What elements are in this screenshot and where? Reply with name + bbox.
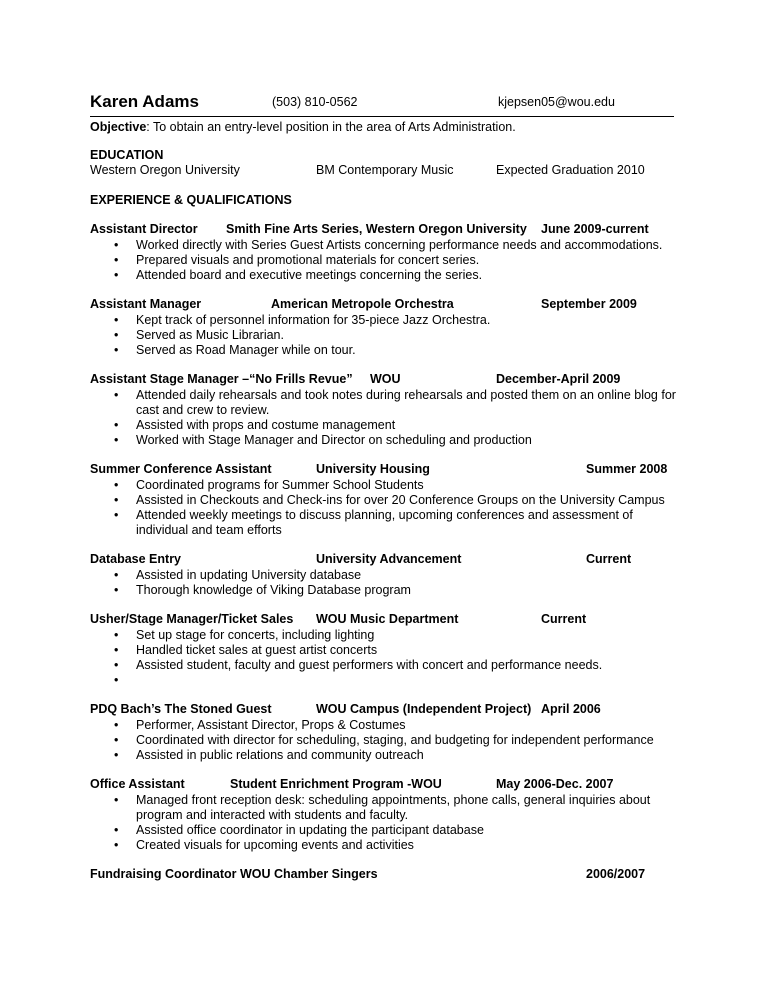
duty-item: • Coordinated with director for scheduling, staging, and budgeting for independent performance [90,733,682,748]
education-degree: BM Contemporary Music [316,163,454,177]
duty-item: • Worked with Stage Manager and Director on scheduling and production [90,433,682,448]
objective-label: Objective [90,120,147,134]
duty-item: • Worked directly with Series Guest Artists concerning performance needs and accommodations. [90,238,682,253]
job-header [90,222,682,238]
email-address: kjepsen05@wou.edu [498,95,615,109]
job-duties [90,478,682,538]
duty-item: • Assisted student, faculty and guest performers with concert and performance needs. [90,658,682,673]
job-entry [90,702,682,763]
job-entry [90,552,682,598]
duty-item: • Attended daily rehearsals and took notes during rehearsals and posted them on an online blog for cast and crew to review. [90,388,682,418]
job-date: 2006/2007 [586,867,646,881]
job-entry [90,867,682,883]
job-organization: University Housing [316,462,430,476]
job-organization: WOU Campus (Independent Project) [316,702,532,716]
job-entry [90,222,682,283]
duty-item: • Served as Road Manager while on tour. [90,343,682,358]
education-row [90,163,682,179]
job-entry [90,612,682,688]
objective-line [90,120,682,136]
job-duties [90,313,682,358]
job-entry [90,297,682,358]
job-header [90,702,682,718]
job-duties [90,628,682,688]
job-date: December-April 2009 [496,372,621,386]
duty-item: • Handled ticket sales at guest artist concerts [90,643,682,658]
job-title: PDQ Bach’s The Stoned Guest [90,702,272,716]
job-organization: University Advancement [316,552,462,566]
header-divider [90,116,674,117]
duty-item: • Assisted in updating University database [90,568,682,583]
duty-item [90,673,682,688]
duty-item: • Kept track of personnel information for 35-piece Jazz Orchestra. [90,313,682,328]
job-duties [90,238,682,283]
duty-item: • Performer, Assistant Director, Props & Costumes [90,718,682,733]
job-date: May 2006-Dec. 2007 [496,777,614,791]
education-graduation: Expected Graduation 2010 [496,163,645,177]
job-header [90,612,682,628]
job-organization: American Metropole Orchestra [271,297,454,311]
education-heading: EDUCATION [90,148,164,162]
job-title: Assistant Stage Manager –“No Frills Revue” [90,372,353,386]
duty-item: • Assisted in public relations and community outreach [90,748,682,763]
duty-item: • Coordinated programs for Summer School Students [90,478,682,493]
job-title: Office Assistant [90,777,185,791]
job-header [90,777,682,793]
duty-item: • Assisted with props and costume management [90,418,682,433]
job-date: Summer 2008 [586,462,668,476]
job-title: Database Entry [90,552,182,566]
job-title: Assistant Director [90,222,198,236]
job-header [90,297,682,313]
job-date: Current [541,612,587,626]
job-duties [90,568,682,598]
job-organization: Student Enrichment Program -WOU [230,777,442,791]
job-header [90,867,682,883]
job-title: Assistant Manager [90,297,202,311]
job-date: September 2009 [541,297,637,311]
job-entry [90,372,682,448]
job-date: June 2009-current [541,222,649,236]
job-organization: Smith Fine Arts Series, Western Oregon University [226,222,527,236]
duty-item: • Prepared visuals and promotional materials for concert series. [90,253,682,268]
job-date: April 2006 [541,702,601,716]
job-title: Usher/Stage Manager/Ticket Sales [90,612,294,626]
duty-item: • Assisted in Checkouts and Check-ins for over 20 Conference Groups on the University Campus [90,493,682,508]
job-date: Current [586,552,632,566]
job-duties [90,718,682,763]
duty-item: • Created visuals for upcoming events and activities [90,838,682,853]
job-entry [90,777,682,853]
education-school: Western Oregon University [90,163,240,177]
experience-list [90,222,682,883]
job-header [90,462,682,478]
duty-item: • Managed front reception desk: scheduling appointments, phone calls, general inquiries about program and interacted with students and faculty. [90,793,682,823]
duty-item: • Served as Music Librarian. [90,328,682,343]
duty-item: • Attended weekly meetings to discuss planning, upcoming conferences and assessment of individual and team efforts [90,508,682,538]
resume-page [90,92,682,883]
job-header [90,552,682,568]
candidate-name: Karen Adams [90,92,199,111]
contact-header [90,92,682,114]
duty-item: • Assisted office coordinator in updating the participant database [90,823,682,838]
job-title: Summer Conference Assistant [90,462,272,476]
job-header [90,372,682,388]
phone-number: (503) 810-0562 [272,95,358,109]
job-organization: WOU Music Department [316,612,459,626]
job-duties [90,793,682,853]
duty-item: • Set up stage for concerts, including lighting [90,628,682,643]
duty-item: • Attended board and executive meetings concerning the series. [90,268,682,283]
job-entry [90,462,682,538]
objective-text: : To obtain an entry-level position in the area of Arts Administration. [146,120,516,134]
job-organization: WOU [370,372,401,386]
duty-item: • Thorough knowledge of Viking Database program [90,583,682,598]
job-title: Fundraising Coordinator WOU Chamber Singers [90,867,378,881]
job-duties [90,388,682,448]
experience-heading: EXPERIENCE & QUALIFICATIONS [90,193,292,207]
